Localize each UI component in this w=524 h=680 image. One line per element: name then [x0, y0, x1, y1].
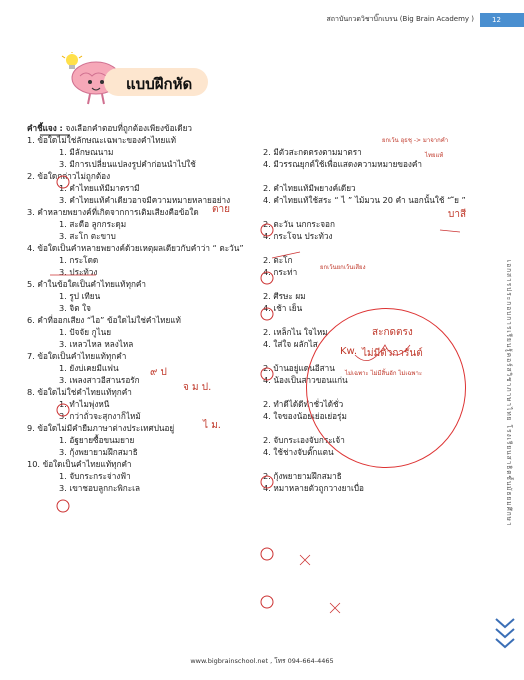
option[interactable]: 3. เหลวไหล หลงไหล	[59, 339, 134, 349]
option[interactable]: 3. กุ้งพยายามฝึกสมาธิ	[59, 447, 138, 457]
option-selected[interactable]: 2. ตะโก	[263, 255, 293, 265]
option[interactable]: 3. สะโก ตะขาบ	[59, 231, 116, 241]
question-text: 1. ข้อใดไม่ใช่ลักษณะเฉพาะของคำไทยแท้	[27, 135, 177, 145]
instruction-label: คำชี้แจง :	[27, 123, 63, 133]
option[interactable]: 2. ตะวัน นกกระจอก	[263, 219, 335, 229]
option[interactable]: 4. กระท่า	[263, 267, 298, 277]
answer-circle	[261, 368, 273, 380]
option[interactable]: 4. ใจของน้อยเย่อเย่อรุ่ม	[263, 411, 347, 421]
handwritten-note: ไทยแท้	[425, 152, 444, 159]
handwritten-note: ไม่มีตัวการันต์	[362, 348, 423, 359]
option[interactable]: 1. กระโดด	[59, 255, 99, 265]
option-selected[interactable]: 1. ปัจจัย กูไนย	[59, 327, 112, 337]
option[interactable]: 3. จิต ใจ	[59, 303, 91, 313]
answer-circle	[57, 500, 69, 512]
header-title: สถาบันกวดวิชาบิ๊กเบรน (Big Brain Academy )	[326, 15, 474, 23]
option[interactable]: 4. ใส่ใจ ผลักไส	[263, 339, 318, 349]
answer-circle	[57, 404, 69, 416]
chevron-down-icon	[494, 615, 516, 651]
option[interactable]: 3. กว่าถั่วจะสุกงาก็ไหม้	[59, 411, 141, 421]
footer: www.bigbrainschool.net , โทร 094-664-4465	[190, 657, 334, 665]
question-text: 3. คำหลายพยางค์ที่เกิดจากการเติมเสียงคือข้อใด	[27, 207, 199, 217]
option[interactable]: 2. ศีรษะ ผม	[263, 291, 306, 301]
page-number-tab: 12	[480, 13, 524, 27]
option[interactable]: 3. ประท้วง	[59, 267, 98, 277]
option[interactable]: 1. รูป เทียน	[59, 291, 101, 301]
question-text: 7. ข้อใดเป็นคำไทยแท้ทุกคำ	[27, 351, 127, 361]
answer-circle	[261, 272, 273, 284]
handwritten-note: ๙ ป	[150, 367, 167, 378]
answer-circle	[261, 596, 273, 608]
question-text: 9. ข้อใดไม่มีคำยืมภาษาต่างประเทศปนอยู่	[27, 423, 175, 433]
option-selected[interactable]: 4. น้องเป็นสาวขอนแก่น	[263, 375, 348, 385]
option-selected[interactable]: 3. มีการเปลี่ยนแปลงรูปคำก่อนนำไปใช้	[59, 159, 196, 169]
option[interactable]: 2. จับกระเองจับกระเจ้า	[263, 435, 345, 445]
answer-circle	[261, 308, 273, 320]
instruction-text: จงเลือกคำตอบที่ถูกต้องเพียงข้อเดียว	[65, 123, 193, 133]
option[interactable]: 2. เหล็กไน ใจไหม	[263, 327, 328, 337]
option-selected[interactable]: 4. หมาหลายตัวถูกวางยาเบื่อ	[263, 483, 364, 493]
option[interactable]: 1. สะดือ ลูกกระดุม	[59, 219, 127, 229]
handwritten-note: สะกดตรง	[372, 327, 413, 338]
handwritten-note: ตาย	[212, 204, 230, 215]
handwritten-note: จ ม ป.	[183, 382, 212, 393]
option-selected[interactable]: 4. ใช้ช่างจับตั๊กแตน	[263, 447, 334, 457]
handwritten-note: บาสี	[448, 209, 467, 220]
option[interactable]: 1. มีลักษณนาม	[59, 147, 114, 157]
option[interactable]: 3. เพลงสาวอีสานรอรัก	[59, 375, 140, 385]
cross-mark	[330, 603, 340, 613]
option-selected[interactable]: 4. เช้า เย็น	[263, 303, 303, 313]
arrow-mark	[440, 230, 460, 232]
answer-circle	[261, 476, 273, 488]
handwritten-note: ยกเว้น อุธชุ -> มาจากคำ	[382, 137, 449, 144]
handwritten-note: ไม่เฉพาะ ไม่มีสิ้นอัก ไม่เฉพาะ	[345, 370, 423, 377]
question-text: 6. คำที่ออกเสียง “ไอ” ข้อใดไม่ใช่คำไทยแท้	[27, 315, 181, 325]
option[interactable]: 2. บ้านอยู่แดนอีสาน	[263, 363, 335, 373]
option[interactable]: 1. ยังบ่เคยมีแฟน	[59, 363, 119, 373]
option[interactable]: 2. คำไทยแท้มีพยางค์เดียว	[263, 183, 356, 193]
cross-mark	[300, 555, 310, 565]
option[interactable]: 3. คำไทยแท้คำเดียวอาจมีความหมายหลายอย่าง	[59, 195, 231, 205]
question-text: 4. ข้อใดเป็นคำหลายพยางค์ด้วยเหตุผลเดียวกับคำว่า “ ตะวัน”	[27, 243, 244, 253]
option-selected[interactable]: 4. คำไทยแท้ใช้สระ “ ไ ” ไม้มวน 20 คำ นอกนั้นใช้ “ ัย ”	[263, 195, 466, 205]
answer-circle	[57, 176, 69, 188]
option[interactable]: 1. คำไทยแท้มีมาตรามี	[59, 183, 140, 193]
handwritten-note: ยกเว้นยกเว้นเสียง	[320, 264, 366, 271]
option[interactable]: 4. มีวรรณยุกต์ใช้เพื่อแสดงความหมายของคำ	[263, 159, 422, 169]
handwritten-note: ไ ม.	[203, 420, 221, 431]
option[interactable]: 2. มีตัวสะกดตรงตามมาตรา	[263, 147, 362, 157]
handwritten-note: Kw.	[340, 346, 357, 357]
question-text: 5. คำในข้อใดเป็นคำไทยแท้ทุกคำ	[27, 279, 146, 289]
question-text: 10. ข้อใดเป็นคำไทยแท้ทุกคำ	[27, 459, 132, 469]
banner-title: แบบฝึกหัด	[126, 75, 193, 93]
answer-circle	[261, 548, 273, 560]
arrow-mark	[272, 252, 300, 258]
option[interactable]: 1. อัฐยายซื้อขนมยาย	[59, 435, 135, 445]
question-text: 8. ข้อใดไม่ใช่คำไทยแท้ทุกคำ	[27, 387, 132, 397]
option[interactable]: 2. กุ้งพยายามฝึกสมาธิ	[263, 471, 342, 481]
question-text: 2. ข้อใดกล่าวไม่ถูกต้อง	[27, 171, 111, 181]
option-selected[interactable]: 1. ทำไมพุ่งหนี	[59, 399, 110, 409]
answer-circle	[261, 224, 273, 236]
option[interactable]: 3. เขาชอบลูกกะพิกะเล	[59, 483, 140, 493]
side-caption: เอกสารประกอบการเรียนรู้คอร์สวิชาภาษาไทย โรงเรียนสาธิตชั้นมัธยมศึกษา	[505, 260, 513, 527]
option-selected[interactable]: 4. กระโจน ประท้วง	[263, 231, 333, 241]
option[interactable]: 1. จับกระกระจ่างฟ้า	[59, 471, 131, 481]
option[interactable]: 2. ทำดีได้ดีทำชั่วได้ชั่ว	[263, 399, 344, 409]
